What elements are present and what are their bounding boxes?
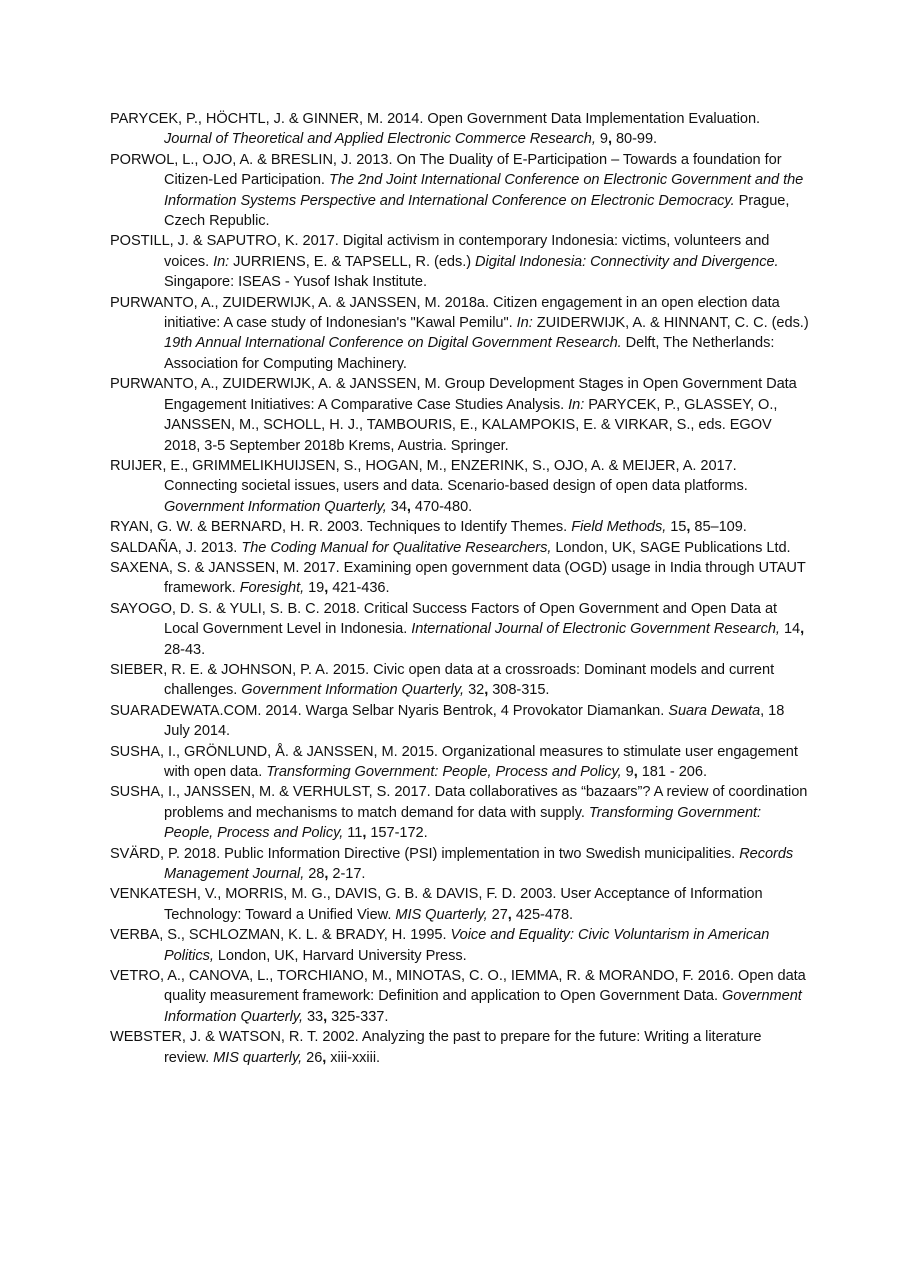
reference-italic-text: Foresight, xyxy=(239,580,305,597)
reference-italic-text: MIS Quarterly, xyxy=(395,906,488,923)
reference-bold-text: , xyxy=(323,1008,328,1025)
reference-text: 26 xyxy=(302,1049,323,1066)
reference-text: VENKATESH, V., MORRIS, M. G., DAVIS, G. B. & DAVIS, F. D. 2003. User Acceptance of Information Technology: Toward a Unified View. xyxy=(110,886,763,923)
reference-text: SIEBER, R. E. & JOHNSON, P. A. 2015. Civic open data at a crossroads: Dominant models and current challenges. xyxy=(110,661,775,699)
reference-italic-text: Voice and Equality: Civic Voluntarism in American Politics, xyxy=(164,927,770,964)
reference-bold-text: , xyxy=(686,519,691,536)
reference-italic-text: Transforming Government: People, Process and Policy, xyxy=(164,804,762,842)
reference-text: 32 xyxy=(464,682,485,699)
reference-text: 470-480. xyxy=(410,498,473,515)
reference-text: SAYOGO, D. S. & YULI, S. B. C. 2018. Critical Success Factors of Open Government and Open Data at Local Government Level in Indonesia. xyxy=(110,600,778,638)
reference-text: SAXENA, S. & JANSSEN, M. 2017. Examining open government data (OGD) usage in India through UTAUT framework. xyxy=(110,559,806,597)
reference-entry xyxy=(110,742,810,783)
reference-text: PARYCEK, P., GLASSEY, O., JANSSEN, M., SCHOLL, H. J., TAMBOURIS, E., KALAMPOKIS, E. & VIRKAR, S., eds. EGOV 2018, 3-5 September 2018b Krems, Austria. Springer. xyxy=(164,396,778,454)
reference-text: 181 - 206. xyxy=(637,764,707,780)
reference-text: , 18 July 2014. xyxy=(164,702,785,740)
reference-text: WEBSTER, J. & WATSON, R. T. 2002. Analyzing the past to prepare for the future: Writing a literature review. xyxy=(110,1029,762,1066)
reference-italic-text: Government Information Quarterly, xyxy=(164,988,802,1025)
reference-entry xyxy=(110,231,810,292)
reference-italic-text: MIS quarterly, xyxy=(213,1049,303,1066)
reference-text: London, UK, Harvard University Press. xyxy=(213,947,467,964)
reference-text: RUIJER, E., GRIMMELIKHUIJSEN, S., HOGAN, M., ENZERINK, S., OJO, A. & MEIJER, A. 2017. Connecting societal issues, users and data. Scenario-based design of open data platforms. xyxy=(110,457,748,495)
reference-bold-text: , xyxy=(633,764,638,780)
reference-text: Prague, Czech Republic. xyxy=(164,192,790,230)
reference-bold-text: , xyxy=(324,866,329,883)
reference-text: RYAN, G. W. & BERNARD, H. R. 2003. Techniques to Identify Themes. xyxy=(110,519,572,536)
reference-text: 421-436. xyxy=(328,580,390,597)
reference-text: 15 xyxy=(666,519,687,536)
reference-italic-text: In: xyxy=(516,315,533,332)
reference-bold-text: , xyxy=(324,580,329,597)
reference-text: PURWANTO, A., ZUIDERWIJK, A. & JANSSEN, M. 2018a. Citizen engagement in an open election data initiative: A case study of Indonesian's "Kawal Pemilu". xyxy=(110,294,780,332)
reference-text: SUSHA, I., JANSSEN, M. & VERHULST, S. 2017. Data collaboratives as “bazaars”? A review of coordination problems and mechanisms to match demand for data with supply. xyxy=(110,784,808,821)
reference-text: 325-337. xyxy=(327,1008,389,1025)
reference-italic-text: Suara Dewata xyxy=(668,702,761,719)
reference-text: 308-315. xyxy=(488,682,550,699)
reference-text: 9 xyxy=(621,764,634,780)
reference-text: PURWANTO, A., ZUIDERWIJK, A. & JANSSEN, M. Group Development Stages in Open Government Data Engagement Initiatives: A Comparative Case Studies Analysis. xyxy=(110,376,797,413)
reference-text: 14 xyxy=(779,621,801,638)
reference-text: Delft, The Netherlands: Association for Computing Machinery. xyxy=(164,335,775,372)
reference-text: 85–109. xyxy=(690,519,747,536)
reference-italic-text: International Journal of Electronic Government Research, xyxy=(411,621,780,638)
reference-entry xyxy=(110,293,810,375)
reference-text: 27 xyxy=(487,906,508,923)
reference-entry xyxy=(110,109,810,150)
reference-text: PORWOL, L., OJO, A. & BRESLIN, J. 2013. On The Duality of E-Participation – Towards a foundation for Citizen-Led Participation. xyxy=(110,151,782,189)
reference-bold-text: , xyxy=(406,498,411,515)
reference-text: ZUIDERWIJK, A. & HINNANT, C. C. (eds.) xyxy=(532,315,809,332)
reference-entry xyxy=(110,884,810,925)
reference-entry xyxy=(110,558,810,599)
reference-entry xyxy=(110,150,810,232)
reference-text: Singapore: ISEAS - Yusof Ishak Institute. xyxy=(164,274,427,291)
reference-italic-text: In: xyxy=(568,396,585,413)
reference-text: VERBA, S., SCHLOZMAN, K. L. & BRADY, H. 1995. xyxy=(110,927,451,944)
reference-list xyxy=(110,109,810,1068)
reference-text: 425-478. xyxy=(511,906,574,923)
reference-text: 33 xyxy=(302,1008,324,1025)
reference-entry xyxy=(110,456,810,517)
reference-entry xyxy=(110,701,810,742)
reference-italic-text: Government Information Quarterly, xyxy=(164,498,387,515)
reference-italic-text: The Coding Manual for Qualitative Researchers, xyxy=(241,539,552,556)
reference-italic-text: Digital Indonesia: Connectivity and Divergence. xyxy=(475,253,779,270)
reference-text: London, UK, SAGE Publications Ltd. xyxy=(551,539,791,556)
reference-entry xyxy=(110,782,810,843)
reference-entry xyxy=(110,599,810,660)
reference-entry xyxy=(110,660,810,701)
reference-text: 34 xyxy=(386,498,407,515)
reference-text: POSTILL, J. & SAPUTRO, K. 2017. Digital activism in contemporary Indonesia: victims, volunteers and voices. xyxy=(110,233,770,270)
reference-text: 28 xyxy=(304,866,325,883)
reference-bold-text: , xyxy=(484,682,489,699)
reference-italic-text: Records Management Journal, xyxy=(164,845,794,883)
reference-italic-text: Government Information Quarterly, xyxy=(241,682,465,699)
reference-entry xyxy=(110,374,810,456)
reference-text: SUARADEWATA.COM. 2014. Warga Selbar Nyaris Bentrok, 4 Provokator Diamankan. xyxy=(110,702,669,719)
reference-text: SUSHA, I., GRÖNLUND, Å. & JANSSEN, M. 2015. Organizational measures to stimulate user engagement with open data. xyxy=(110,743,798,780)
reference-bold-text: , xyxy=(607,131,612,148)
reference-text: 80-99. xyxy=(611,131,658,148)
reference-text: 11 xyxy=(343,825,363,842)
reference-italic-text: The 2nd Joint International Conference on Electronic Government and the Information Systems Perspective and International Conference on Electronic Democracy. xyxy=(164,172,804,209)
reference-text: VETRO, A., CANOVA, L., TORCHIANO, M., MINOTAS, C. O., IEMMA, R. & MORANDO, F. 2016. Open data quality measurement framework: Definition and application to Open Government Data. xyxy=(110,968,806,1005)
reference-text: 9 xyxy=(595,131,608,148)
reference-entry xyxy=(110,966,810,1027)
reference-text: SALDAÑA, J. 2013. xyxy=(110,539,242,556)
reference-entry xyxy=(110,538,810,558)
reference-bold-text: , xyxy=(800,621,805,638)
reference-italic-text: In: xyxy=(213,253,230,270)
reference-bold-text: , xyxy=(507,906,512,923)
reference-entry xyxy=(110,1027,810,1068)
reference-italic-text: Journal of Theoretical and Applied Electronic Commerce Research, xyxy=(164,131,596,148)
reference-text: SVÄRD, P. 2018. Public Information Directive (PSI) implementation in two Swedish municipalities. xyxy=(110,845,740,862)
reference-text: 157-172. xyxy=(366,825,428,842)
reference-italic-text: Transforming Government: People, Process and Policy, xyxy=(266,764,622,780)
reference-text: 19 xyxy=(304,580,325,597)
reference-italic-text: Field Methods, xyxy=(571,519,667,536)
reference-italic-text: 19th Annual International Conference on Digital Government Research. xyxy=(164,335,622,352)
reference-entry xyxy=(110,517,810,537)
reference-bold-text: , xyxy=(322,1049,327,1066)
reference-entry xyxy=(110,844,810,885)
reference-text: PARYCEK, P., HÖCHTL, J. & GINNER, M. 2014. Open Government Data Implementation Evaluation. xyxy=(110,111,761,127)
reference-text: 28-43. xyxy=(164,641,206,658)
reference-entry xyxy=(110,925,810,966)
reference-text: 2-17. xyxy=(328,866,366,883)
reference-text: xiii-xxiii. xyxy=(326,1049,381,1066)
reference-text: JURRIENS, E. & TAPSELL, R. (eds.) xyxy=(229,253,476,270)
reference-bold-text: , xyxy=(362,825,367,842)
